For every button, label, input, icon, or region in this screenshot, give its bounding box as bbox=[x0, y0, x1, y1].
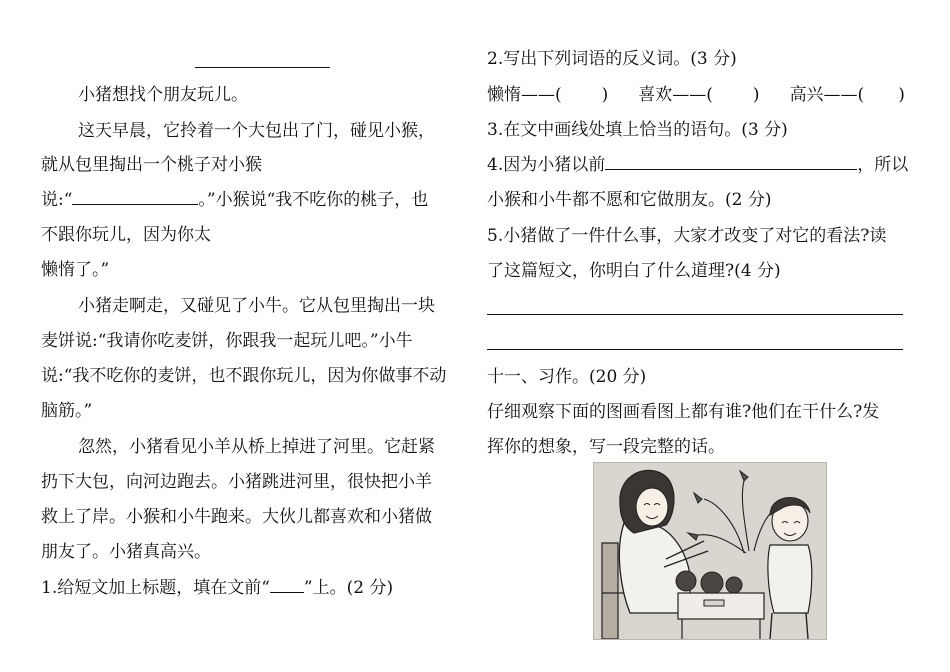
illustration-image bbox=[593, 462, 827, 640]
story-paragraph-2-line-2: 就从包里掏出一个桃子对小猴 bbox=[41, 155, 262, 175]
antonym-paren-2: ) bbox=[752, 85, 760, 105]
writing-prompt-line-2: 挥你的想象，写一段完整的话。 bbox=[487, 437, 725, 457]
story-paragraph-2-line-1: 这天早晨，它拎着一个大包出了门，碰见小猴， bbox=[78, 121, 435, 141]
question-text: 1.给短文加上标题，填在文前“ bbox=[41, 578, 270, 598]
illustration-drawing bbox=[594, 463, 826, 639]
story-paragraph-3-line-4: 脑筋。” bbox=[41, 401, 93, 421]
story-paragraph-3-line-1: 小猪走啊走，又碰见了小牛。它从包里掏出一块 bbox=[78, 296, 435, 316]
title-answer-blank[interactable] bbox=[270, 578, 304, 593]
story-paragraph-4-line-3: 救上了岸。小猴和小牛跑来。大伙儿都喜欢和小猪做 bbox=[41, 507, 432, 527]
question-text: ，所以 bbox=[857, 155, 909, 175]
question-3: 3.在文中画线处填上恰当的语句。(3 分) bbox=[487, 120, 788, 140]
antonym-paren-3: ) bbox=[898, 85, 905, 105]
writing-prompt-line-1: 仔细观察下面的图画看图上都有谁?他们在干什么?发 bbox=[487, 402, 880, 422]
question-1 bbox=[41, 578, 393, 598]
story-paragraph-3-line-2: 麦饼说:“我请你吃麦饼，你跟我一起玩儿吧。”小牛 bbox=[41, 331, 413, 351]
answer-line-2[interactable] bbox=[487, 349, 903, 350]
story-paragraph-2-line-4: 不跟你玩儿，因为你太 bbox=[41, 225, 211, 245]
story-paragraph-2-line-3 bbox=[41, 190, 428, 210]
antonym-word-2: 喜欢——( bbox=[638, 85, 713, 105]
question-5-line-1: 5.小猪做了一件什么事，大家才改变了对它的看法?读 bbox=[487, 226, 887, 246]
question-text: ”上。(2 分) bbox=[303, 578, 394, 598]
story-paragraph-4-line-4: 朋友了。小猪真高兴。 bbox=[41, 542, 211, 562]
antonym-word-1: 懒惰——( bbox=[487, 85, 562, 105]
story-paragraph-1: 小猪想找个朋友玩儿。 bbox=[78, 85, 248, 105]
reason-answer-blank[interactable] bbox=[605, 155, 857, 170]
section-heading-writing: 十一、习作。(20 分) bbox=[487, 367, 647, 387]
story-text: 说:“ bbox=[41, 190, 73, 210]
story-paragraph-4-line-2: 扔下大包，向河边跑去。小猪跳进河里，很快把小羊 bbox=[41, 472, 432, 492]
story-paragraph-2-line-5: 懒惰了。” bbox=[41, 260, 110, 280]
antonym-row bbox=[487, 85, 905, 105]
story-paragraph-3-line-3: 说:“我不吃你的麦饼，也不跟你玩儿，因为你做事不动 bbox=[41, 366, 447, 386]
question-5-line-2: 了这篇短文，你明白了什么道理?(4 分) bbox=[487, 261, 781, 281]
question-text: 4.因为小猪以前 bbox=[487, 155, 606, 175]
fill-in-blank-peach[interactable] bbox=[72, 190, 198, 205]
answer-line-1[interactable] bbox=[487, 314, 903, 315]
title-blank-line[interactable] bbox=[195, 67, 330, 68]
question-4-line-1 bbox=[487, 155, 908, 175]
antonym-word-3: 高兴——( bbox=[789, 85, 865, 105]
story-paragraph-4-line-1: 忽然，小猪看见小羊从桥上掉进了河里。它赶紧 bbox=[78, 437, 435, 457]
story-text: 。”小猴说“我不吃你的桃子，也 bbox=[198, 190, 429, 210]
antonym-paren-1: ) bbox=[601, 85, 609, 105]
question-4-line-2: 小猴和小牛都不愿和它做朋友。(2 分) bbox=[487, 190, 772, 210]
question-2: 2.写出下列词语的反义词。(3 分) bbox=[487, 49, 737, 69]
